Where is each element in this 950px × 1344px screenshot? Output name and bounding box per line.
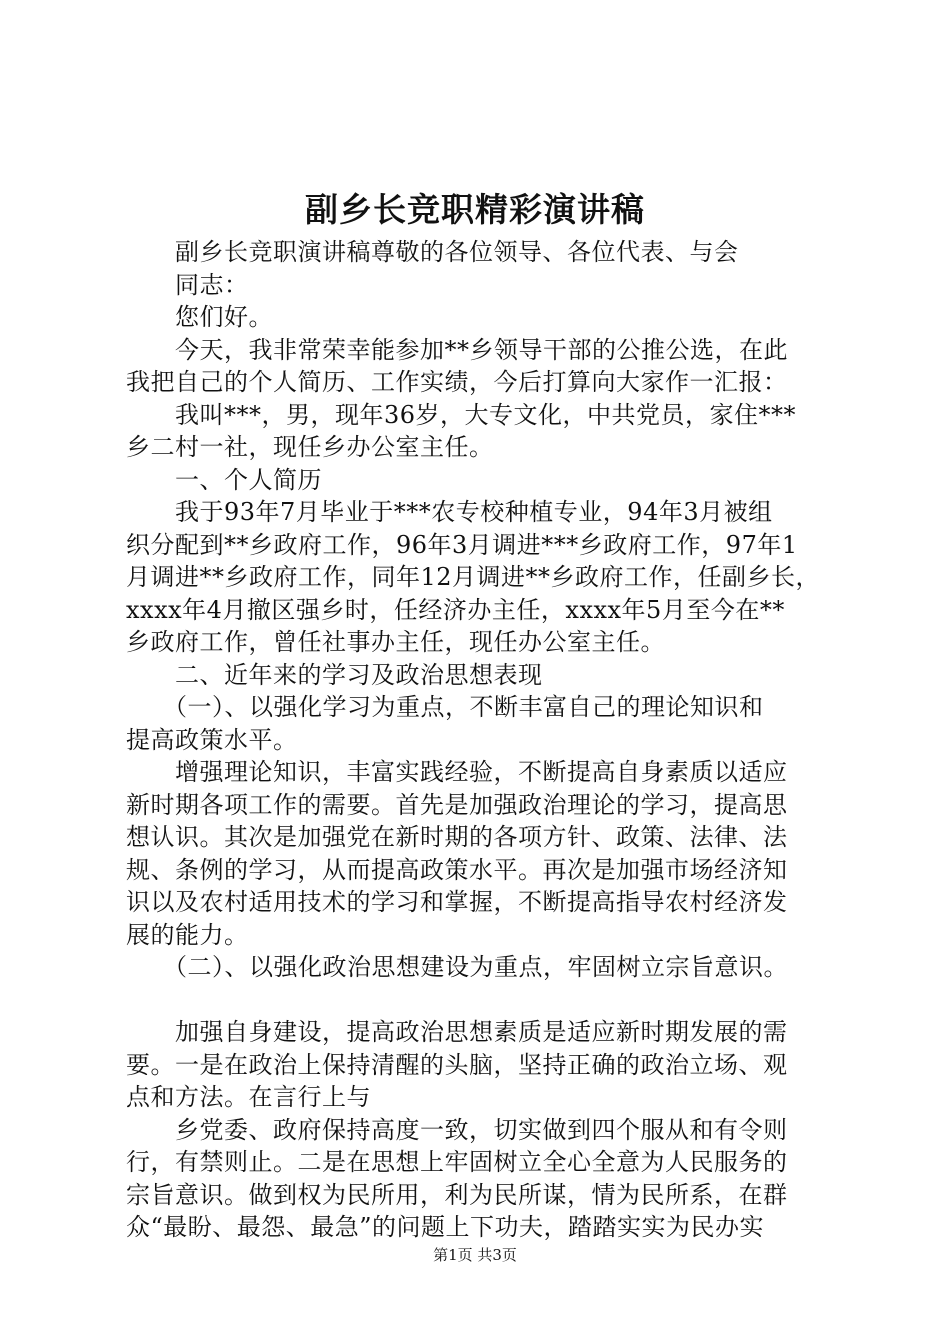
body-line: 乡党委、政府保持高度一致，切实做到四个服从和有令则 bbox=[126, 1115, 788, 1144]
body-line: 今天，我非常荣幸能参加**乡领导干部的公推公选，在此 bbox=[126, 335, 788, 364]
body-line: 副乡长竞职演讲稿尊敬的各位领导、各位代表、与会 bbox=[126, 238, 739, 266]
body-line: 乡政府工作，曾任社事办主任，现任办公室主任。 bbox=[126, 628, 665, 656]
body-line: 展的能力。 bbox=[126, 920, 249, 949]
body-line: 识以及农村适用技术的学习和掌握，不断提高指导农村经济发 bbox=[126, 888, 788, 916]
body-line: 想认识。其次是加强党在新时期的各项方针、政策、法律、法 bbox=[126, 823, 788, 851]
body-line: xxxx年4月撤区强乡时，任经济办主任，xxxx年5月至今在** bbox=[126, 595, 785, 624]
body-line: 月调进**乡政府工作，同年12月调进**乡政府工作，任副乡长， bbox=[126, 563, 821, 591]
body-line: 我把自己的个人简历、工作实绩，今后打算向大家作一汇报： bbox=[126, 368, 788, 396]
body-line: 我于93年7月毕业于***农专校种植专业，94年3月被组 bbox=[126, 498, 773, 526]
body-line: （二）、以强化政治思想建设为重点，牢固树立宗旨意识。 bbox=[126, 953, 788, 981]
body-line: 乡二村一社，现任乡办公室主任。 bbox=[126, 433, 494, 461]
body-line: 同志： bbox=[126, 270, 249, 299]
body-line: 您们好。 bbox=[126, 303, 273, 331]
body-line: 宗旨意识。做到权为民所用，利为民所谋，情为民所系，在群 bbox=[126, 1180, 788, 1209]
body-line: 行，有禁则止。二是在思想上牢固树立全心全意为人民服务的 bbox=[126, 1148, 788, 1176]
body-line: 点和方法。在言行上与 bbox=[126, 1083, 371, 1111]
document-body bbox=[126, 236, 834, 1244]
body-line: 我叫***，男，现年36岁，大专文化，中共党员，家住*** bbox=[126, 400, 797, 429]
body-line: 要。一是在政治上保持清醒的头脑，坚持正确的政治立场、观 bbox=[126, 1050, 788, 1079]
document-title: 副乡长竞职精彩演讲稿 bbox=[305, 190, 645, 229]
page-footer: 第1页 共3页 bbox=[433, 1246, 517, 1264]
body-line: 一、个人简历 bbox=[126, 465, 322, 494]
body-line: 加强自身建设，提高政治思想素质是适应新时期发展的需 bbox=[126, 1018, 788, 1046]
body-line: 新时期各项工作的需要。首先是加强政治理论的学习，提高思 bbox=[126, 790, 788, 819]
body-line: 织分配到**乡政府工作，96年3月调进***乡政府工作，97年1 bbox=[126, 530, 798, 559]
body-line: 提高政策水平。 bbox=[126, 725, 298, 754]
body-line: 增强理论知识，丰富实践经验，不断提高自身素质以适应 bbox=[126, 758, 788, 786]
body-line: 二、近年来的学习及政治思想表现 bbox=[126, 660, 543, 689]
body-line: 众“最盼、最怨、最急”的问题上下功夫，踏踏实实为民办实 bbox=[126, 1213, 765, 1241]
blank-line bbox=[126, 984, 834, 1017]
body-line: （一）、以强化学习为重点，不断丰富自己的理论知识和 bbox=[126, 693, 764, 721]
body-line: 规、条例的学习，从而提高政策水平。再次是加强市场经济知 bbox=[126, 855, 788, 884]
